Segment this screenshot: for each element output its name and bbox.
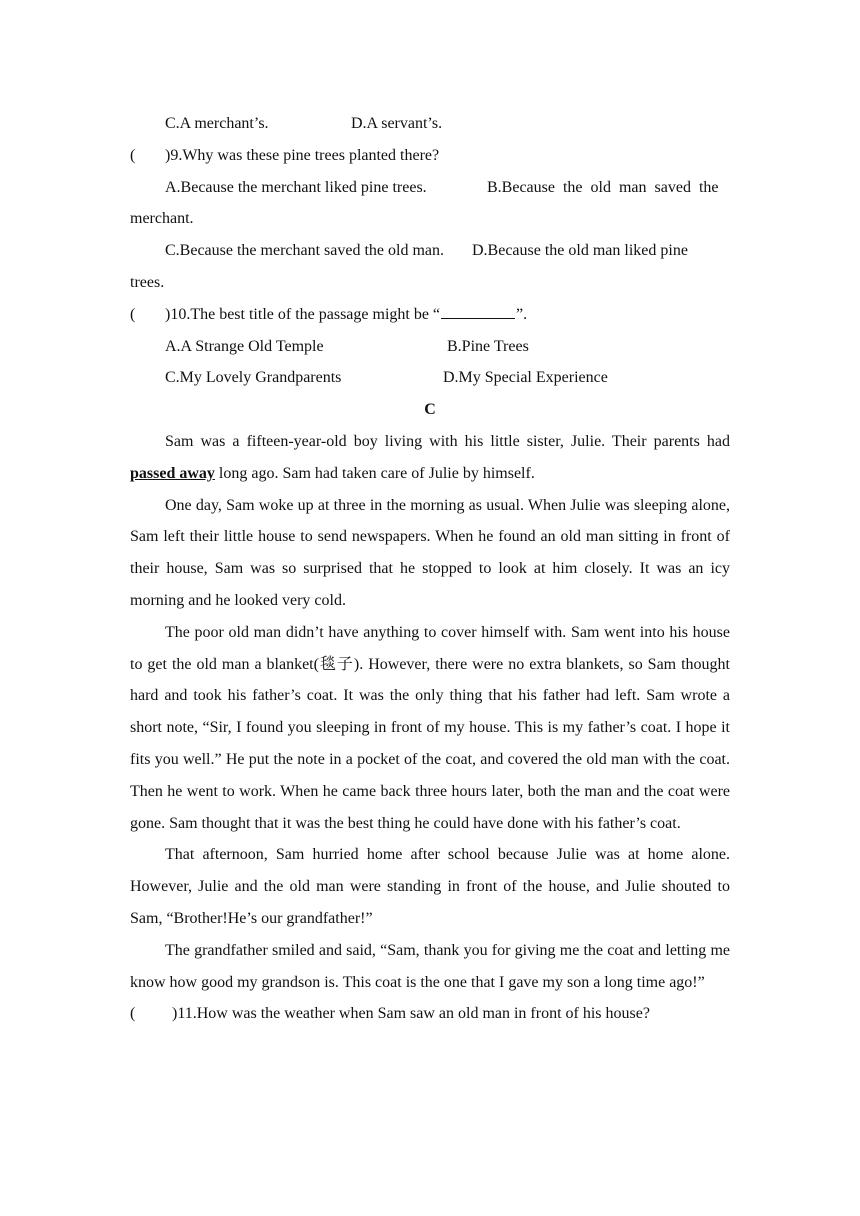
q9-option-a: A.Because the merchant liked pine trees.	[165, 178, 427, 196]
q8-options	[130, 108, 730, 140]
passage-paragraph-4: That afternoon, Sam hurried home after school because Julie was at home alone. However, Julie and the old man were standing in front of the house, and Julie shouted to Sam, “Brother!He’s our grandfather!”	[130, 846, 730, 927]
q9-stem	[130, 140, 730, 172]
q10-option-b: B.Pine Trees	[447, 337, 529, 355]
q10-option-a: A.A Strange Old Temple	[165, 337, 324, 355]
q8-option-c: C.A merchant’s.	[165, 115, 269, 132]
q9-options-cd	[130, 235, 730, 267]
q10-option-c: C.My Lovely Grandparents	[165, 369, 342, 387]
passage-paragraph-5: The grandfather smiled and said, “Sam, thank you for giving me the coat and letting me know how good my grandson is. This coat is the one that I gave my son a long time ago!”	[130, 941, 730, 991]
q9-option-c: C.Because the merchant saved the old man.	[165, 242, 445, 260]
q9-option-b: B.Because the old man saved the	[487, 178, 719, 196]
q10-answer-paren: (	[130, 305, 136, 323]
underlined-term: passed away	[130, 464, 215, 482]
q11-answer-paren: (	[130, 1005, 136, 1023]
q11-stem	[130, 998, 730, 1030]
q10-options-ab	[130, 331, 730, 363]
section-heading: C	[424, 401, 436, 419]
page-content	[130, 108, 730, 1030]
q10-blank	[441, 304, 515, 319]
q11-question: )11.How was the weather when Sam saw an old man in front of his house?	[172, 1005, 650, 1023]
q10-options-cd	[130, 362, 730, 394]
q9-question: )9.Why was these pine trees planted there?	[165, 146, 440, 164]
p1-text-start: Sam was a fifteen-year-old boy living with his little sister, Julie. Their parents had	[165, 432, 730, 450]
q9-option-d-cont: trees.	[130, 273, 165, 291]
q10-question-start: )10.The best title of the passage might be “	[165, 305, 441, 323]
passage-paragraph-2: One day, Sam woke up at three in the morning as usual. When Julie was sleeping alone, Sam left their little house to send newspapers. When he found an old man sitting in front of their house, Sam was so surprised that he stopped to look at him closely. It was an icy morning and he looked very cold.	[130, 496, 730, 609]
q8-option-d: D.A servant’s.	[351, 115, 443, 132]
q9-answer-paren: (	[130, 146, 136, 164]
q10-option-d: D.My Special Experience	[443, 369, 608, 387]
q9-options-ab	[130, 172, 730, 204]
q10-stem	[130, 299, 730, 331]
q9-option-d: D.Because the old man liked pine	[472, 242, 688, 260]
passage-paragraph-1	[130, 426, 730, 490]
passage-paragraph-3: The poor old man didn’t have anything to cover himself with. Sam went into his house to get the old man a blanket(毯子). However, there were no extra blankets, so Sam thought hard and took his father’s coat. It was the only thing that his father had left. Sam wrote a short note, “Sir, I found you sleeping in front of my house. This is my father’s coat. I hope it fits you well.” He put the note in a pocket of the coat, and covered the old man with the coat. Then he went to work. When he came back three hours later, both the man and the coat were gone. Sam thought that it was the best thing he could have done with his father’s coat.	[130, 623, 730, 832]
q9-option-b-cont: merchant.	[130, 210, 194, 228]
q10-question-end: ”.	[516, 305, 528, 323]
p1-text-end: long ago. Sam had taken care of Julie by himself.	[214, 464, 535, 482]
